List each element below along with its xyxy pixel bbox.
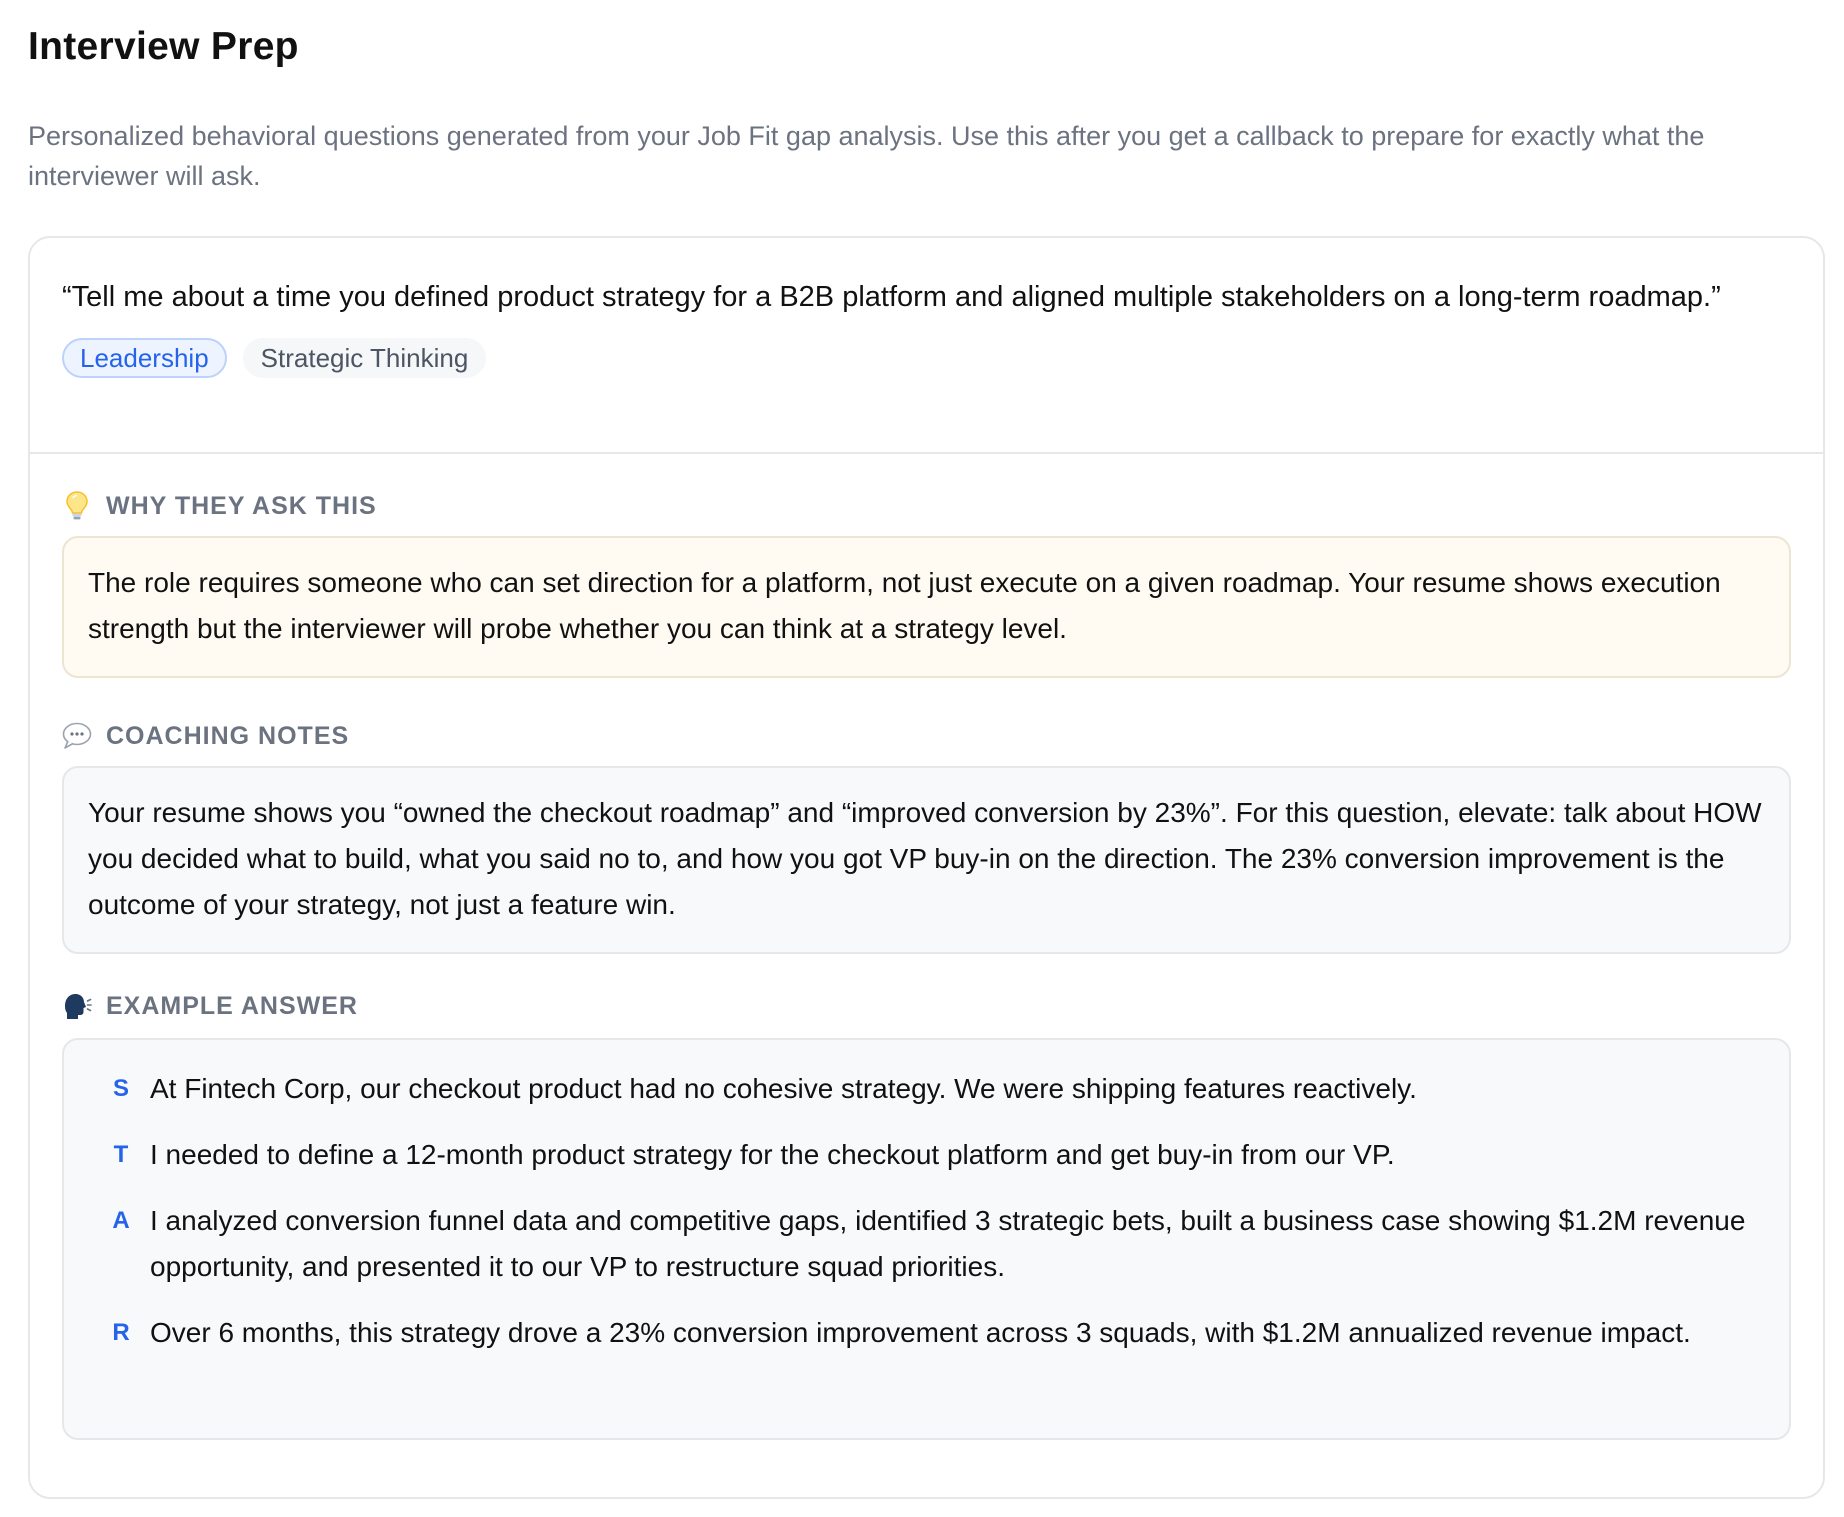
example-section-label [62,988,1791,1024]
tag-strategic-thinking[interactable]: Strategic Thinking [243,338,487,378]
coaching-section-title: COACHING NOTES [106,721,350,750]
why-box [62,536,1791,678]
speech-bubble-icon [62,721,92,751]
page-title: Interview Prep [28,25,299,68]
interview-prep-page [0,0,1844,196]
coaching-section-label [62,718,1791,754]
star-row-action [88,1198,1765,1290]
coaching-text: Your resume shows you “owned the checkout roadmap” and “improved conversion by 23%”. For this question, elevate: talk about HOW you decided what to build, what you said no to, and how you got VP buy-in on the direction. The 23% conversion improvement is the outcome of your strategy, not just a feature win. [88,797,1762,920]
star-row-result [88,1310,1765,1356]
question-card-body [30,488,1823,1440]
star-text: I analyzed conversion funnel data and competitive gaps, identified 3 strategic bets, built a business case showing $1.2M revenue opportunity, and presented it to our VP to restructure squad priorities. [150,1205,1746,1282]
star-text: At Fintech Corp, our checkout product had no cohesive strategy. We were shipping features reactively. [150,1073,1417,1104]
star-letter: T [113,1141,129,1168]
star-letter: A [112,1207,130,1234]
speaking-head-icon [62,991,92,1021]
lightbulb-icon [62,491,92,521]
question-card [28,236,1825,1499]
question-card-header [30,238,1823,454]
star-row-situation [88,1066,1765,1112]
coaching-box [62,766,1791,954]
star-row-task [88,1132,1765,1178]
star-letter: S [112,1075,129,1102]
why-text: The role requires someone who can set direction for a platform, not just execute on a given roadmap. Your resume shows execution strength but the interviewer will probe whether you can think at a strategy level. [88,567,1721,644]
tag-list [62,338,1791,378]
example-answer-box [62,1038,1791,1440]
star-letter: R [112,1319,130,1346]
example-section-title: EXAMPLE ANSWER [106,991,358,1020]
question-text: “Tell me about a time you defined product strategy for a B2B platform and aligned multiple stakeholders on a long-term roadmap.” [62,281,1721,313]
why-section-label [62,488,1791,524]
star-text: Over 6 months, this strategy drove a 23% conversion improvement across 3 squads, with $1.2M annualized revenue impact. [150,1317,1691,1348]
star-text: I needed to define a 12-month product strategy for the checkout platform and get buy-in from our VP. [150,1139,1395,1170]
tag-leadership[interactable]: Leadership [62,338,227,378]
page-subtitle: Personalized behavioral questions generated from your Job Fit gap analysis. Use this after you get a callback to prepare for exactly what the interviewer will ask. [28,121,1705,191]
why-section-title: WHY THEY ASK THIS [106,491,377,520]
